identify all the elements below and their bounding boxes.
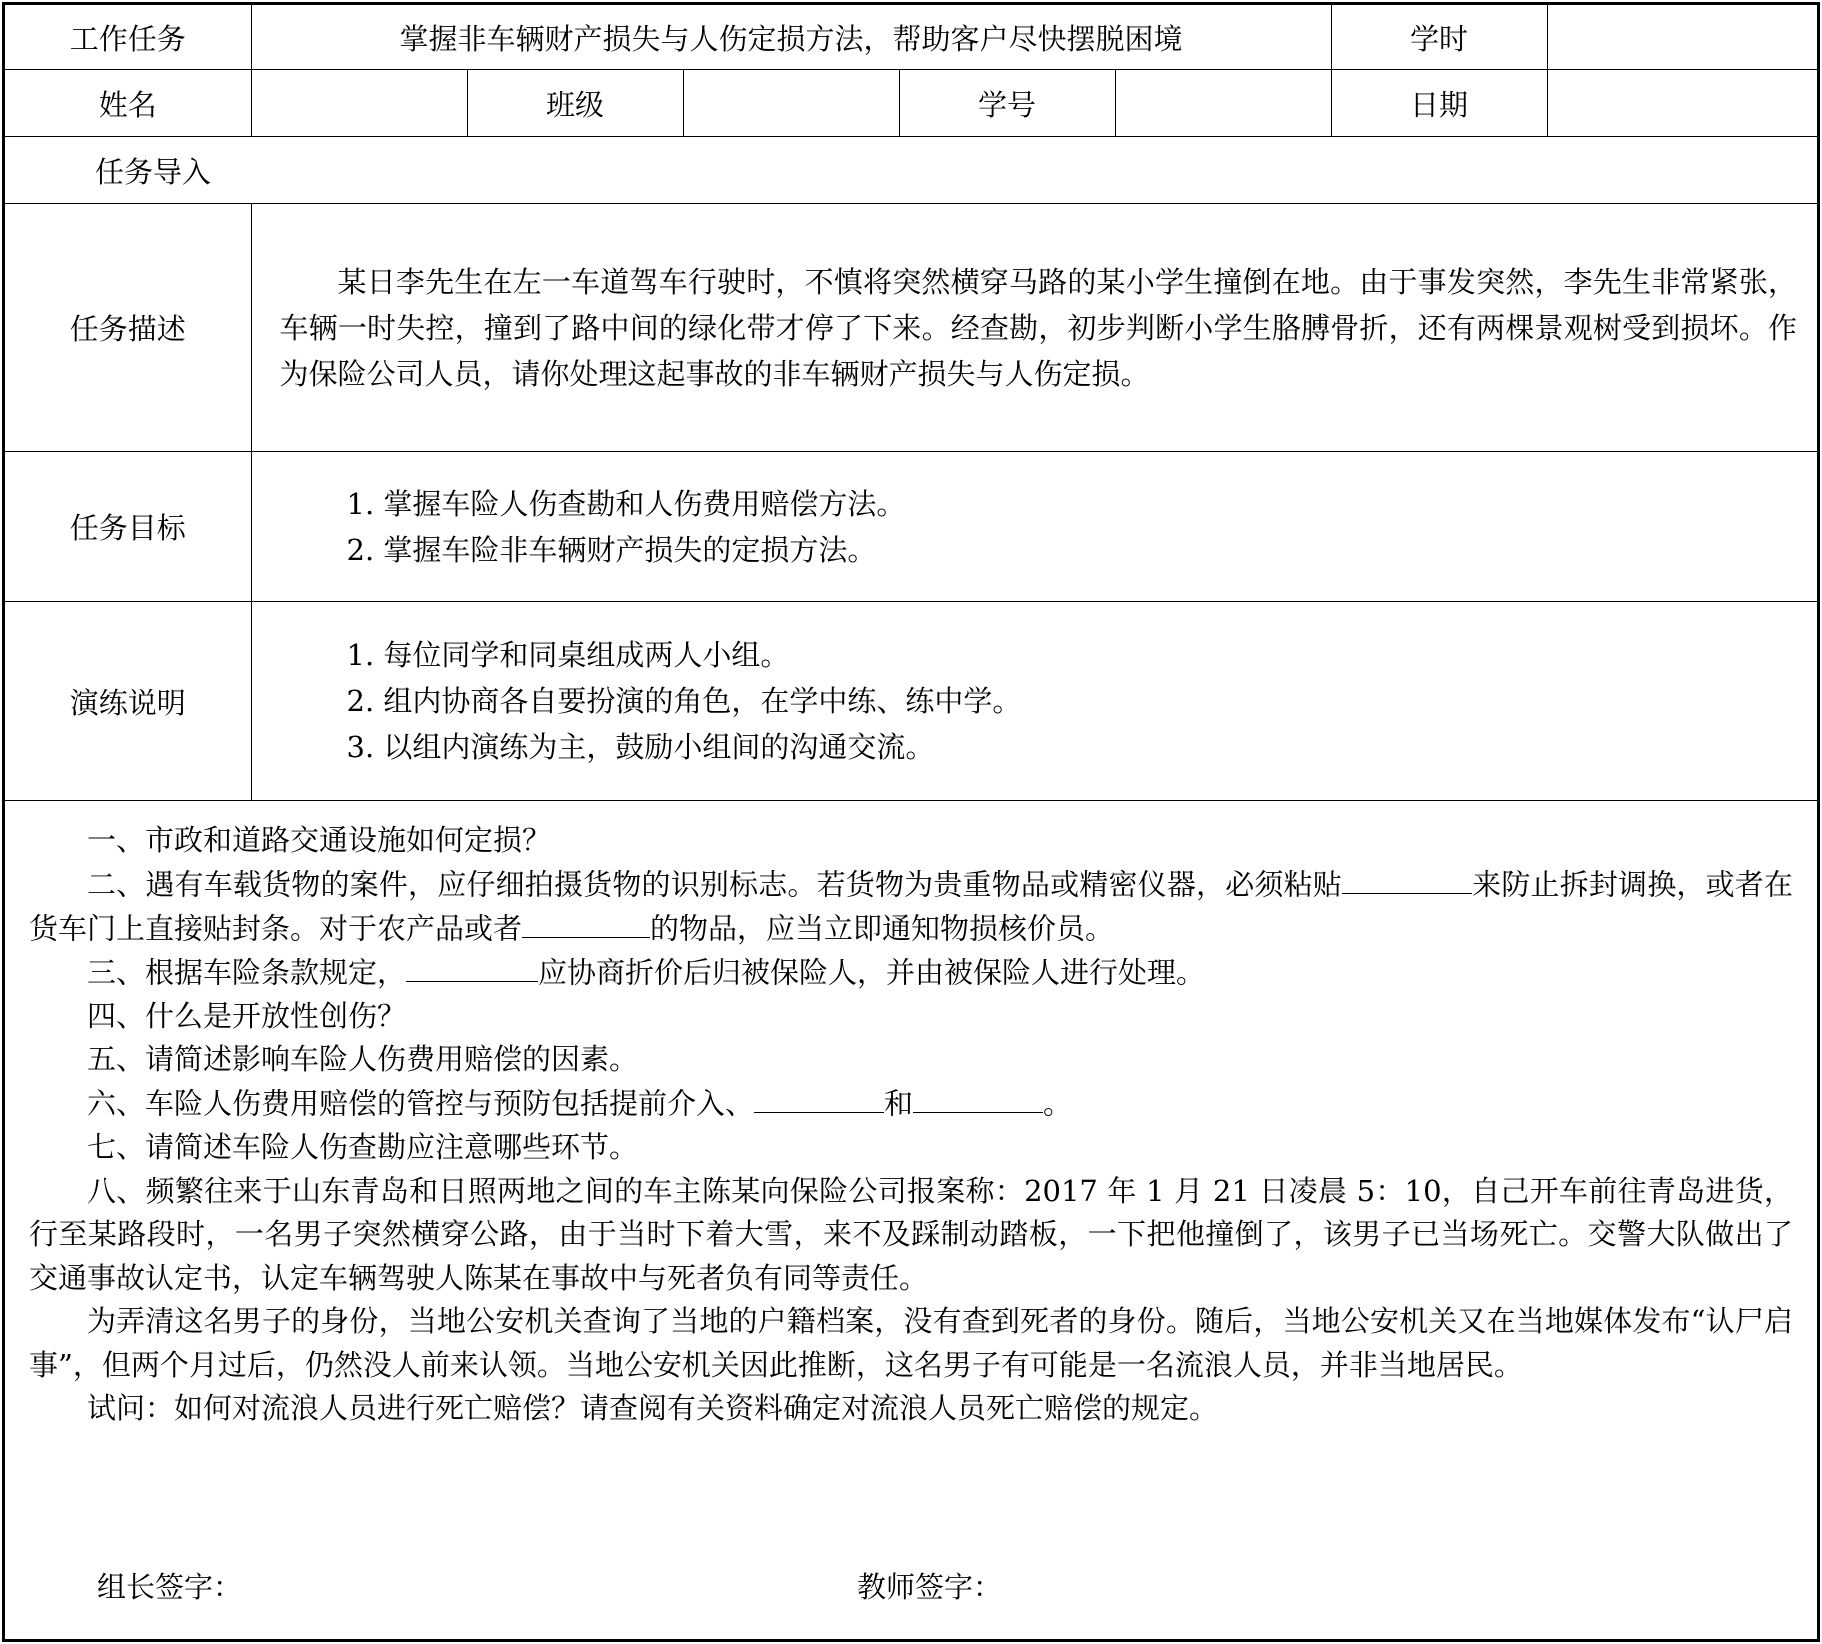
question-text: 来防止拆封调换，或者在货车门上直接贴封条。对于农产品或者	[29, 867, 1793, 946]
fill-blank[interactable]	[1342, 863, 1472, 894]
question-text: 三、根据车险条款规定，	[87, 955, 407, 990]
drill-row	[5, 602, 1817, 801]
name-label: 姓名	[5, 70, 251, 137]
drill-item: 3. 以组内演练为主，鼓励小组间的沟通交流。	[346, 730, 935, 764]
question-text: 二、遇有车载货物的案件，应仔细拍摄货物的识别标志。若货物为贵重物品或精密仪器，必须粘贴	[87, 867, 1342, 902]
question-1: 一、市政和道路交通设施如何定损？	[87, 823, 552, 857]
class-field[interactable]	[683, 70, 899, 137]
hours-field[interactable]	[1547, 5, 1817, 70]
name-field[interactable]	[251, 70, 467, 137]
hours-label: 学时	[1331, 5, 1547, 70]
question-text: 的物品，应当立即通知物损核价员。	[650, 911, 1115, 946]
intro-label: 任务导入	[5, 137, 1817, 204]
class-label: 班级	[467, 70, 683, 137]
fill-blank[interactable]	[913, 1082, 1043, 1113]
student-id-label: 学号	[899, 70, 1115, 137]
leader-signature-label: 组长签字：	[97, 1570, 243, 1604]
description-label: 任务描述	[5, 204, 251, 452]
fill-blank[interactable]	[406, 951, 538, 982]
student-info-row	[5, 70, 1817, 137]
goal-item: 1. 掌握车险人伤查勘和人伤费用赔偿方法。	[346, 486, 906, 521]
goals-label: 任务目标	[5, 452, 251, 602]
question-8-paragraph-2: 为弄清这名男子的身份，当地公安机关查询了当地的户籍档案，没有查到死者的身份。随后，当地公安机关又在当地媒体发布“认尸启事”，但两个月过后，仍然没人前来认领。当地公安机关因此推断，这名男子有可能是一名流浪人员，并非当地居民。	[29, 1304, 1793, 1382]
question-8-paragraph-1: 八、频繁往来于山东青岛和日照两地之间的车主陈某向保险公司报案称：2017 年 1 月 21 日凌晨 5：10，自己开车前往青岛进货，行至某路段时，一名男子突然横穿公路，由于当时下着大雪，来不及踩制动踏板，一下把他撞倒了，该男子已当场死亡。交警大队做出了交通事故认定书，认定车辆驾驶人陈某在事故中与死者负有同等责任。	[29, 1173, 1793, 1295]
fill-blank[interactable]	[754, 1082, 884, 1113]
intro-row	[5, 137, 1817, 204]
date-label: 日期	[1331, 70, 1547, 137]
description-cell	[251, 204, 1817, 452]
question-8-paragraph-3: 试问：如何对流浪人员进行死亡赔偿？请查阅有关资料确定对流浪人员死亡赔偿的规定。	[87, 1391, 1219, 1426]
description-row	[5, 204, 1817, 452]
question-2	[29, 863, 1793, 951]
goals-row	[5, 452, 1817, 602]
signature-row	[97, 1565, 1793, 1605]
drill-item: 2. 组内协商各自要扮演的角色，在学中练、练中学。	[346, 684, 1022, 718]
question-text: 应协商折价后归被保险人，并由被保险人进行处理。	[538, 955, 1206, 990]
question-5: 五、请简述影响车险人伤费用赔偿的因素。	[87, 1042, 639, 1077]
goal-item: 2. 掌握车险非车辆财产损失的定损方法。	[346, 532, 877, 567]
question-6	[29, 1082, 1793, 1126]
fill-blank[interactable]	[522, 907, 650, 938]
question-7: 七、请简述车险人伤查勘应注意哪些环节。	[87, 1129, 639, 1164]
worksheet-table	[5, 5, 1817, 801]
task-label: 工作任务	[5, 5, 251, 70]
question-text: 六、车险人伤费用赔偿的管控与预防包括提前介入、	[87, 1086, 755, 1121]
task-value: 掌握非车辆财产损失与人伤定损方法，帮助客户尽快摆脱困境	[251, 5, 1331, 70]
date-field[interactable]	[1547, 70, 1817, 137]
question-text: 。	[1043, 1086, 1073, 1121]
drill-cell	[251, 602, 1817, 801]
task-worksheet	[2, 2, 1820, 1642]
goals-cell	[251, 452, 1817, 602]
description-text: 某日李先生在左一车道驾车行驶时，不慎将突然横穿马路的某小学生撞倒在地。由于事发突然，李先生非常紧张，车辆一时失控，撞到了路中间的绿化带才停了下来。经查勘，初步判断小学生胳膊骨折，还有两棵景观树受到损坏。作为保险公司人员，请你处理这起事故的非车辆财产损失与人伤定损。	[279, 264, 1798, 391]
drill-item: 1. 每位同学和同桌组成两人小组。	[346, 638, 790, 672]
question-text: 和	[884, 1086, 914, 1121]
question-3	[29, 951, 1793, 995]
student-id-field[interactable]	[1115, 70, 1331, 137]
task-row	[5, 5, 1817, 70]
questions-section	[5, 801, 1817, 1431]
teacher-signature-label: 教师签字：	[857, 1570, 1003, 1604]
drill-label: 演练说明	[5, 602, 251, 801]
question-4: 四、什么是开放性创伤？	[87, 998, 407, 1033]
